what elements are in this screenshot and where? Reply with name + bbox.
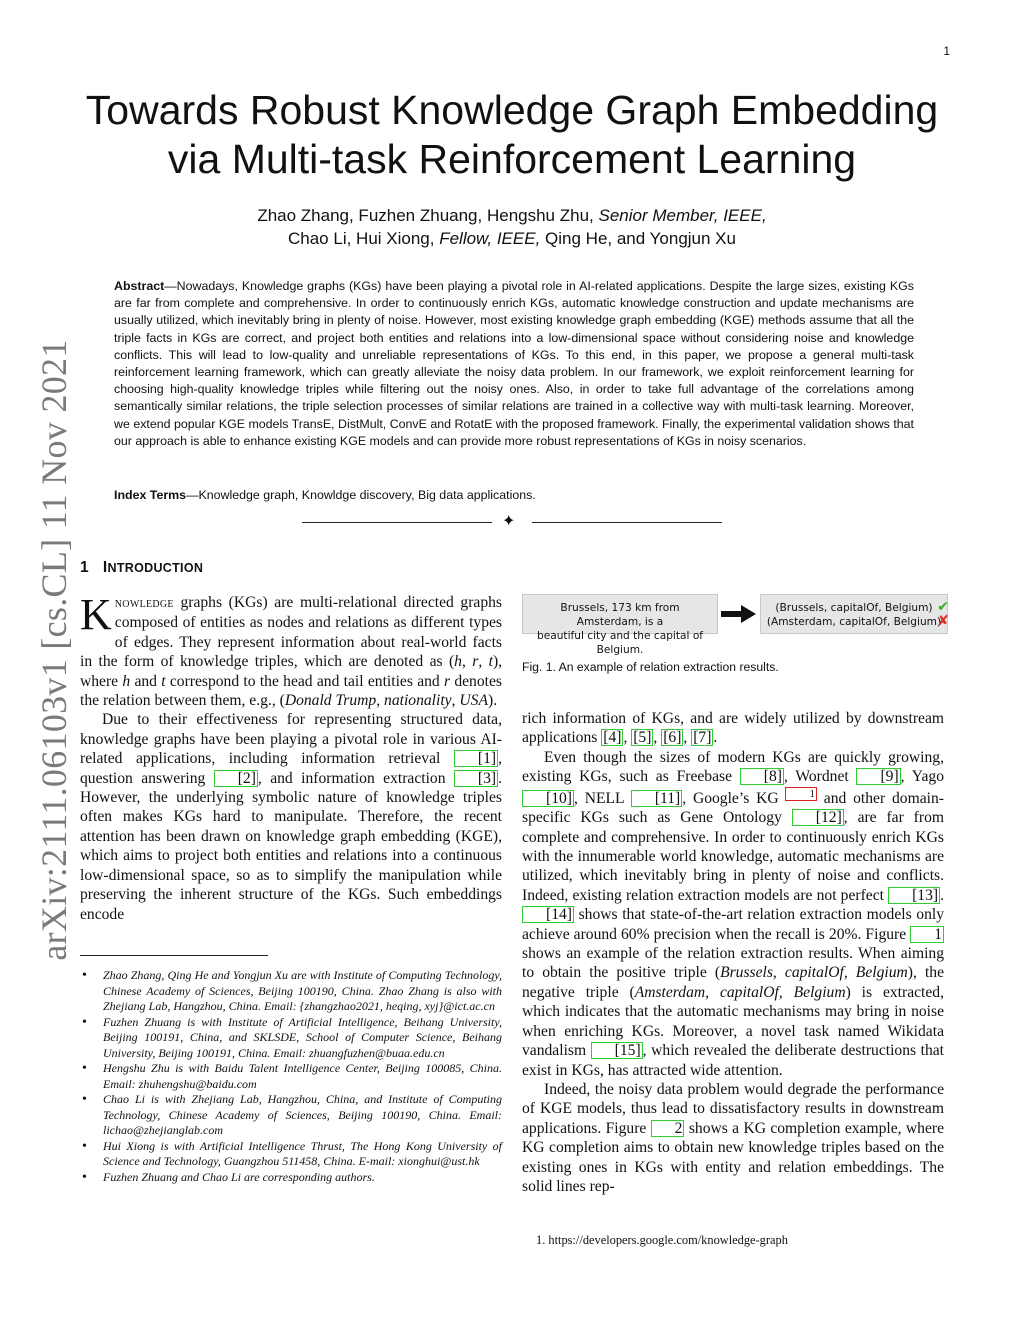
- citation-link[interactable]: [2]: [214, 770, 258, 787]
- text-run: .: [713, 729, 718, 747]
- figure-input-text-box: [522, 594, 718, 656]
- citation-link[interactable]: [4]: [603, 729, 622, 747]
- affiliation-list: [80, 968, 502, 1185]
- footnote-link[interactable]: 1: [785, 787, 817, 801]
- text-run: graphs (KGs) are multi-relational directed graphs composed of entities as nodes and relations as different types of edges. They represent information about real-world facts in the form of knowledge triples, which are denoted as (: [80, 594, 502, 671]
- index-terms: [114, 487, 914, 504]
- smallcaps-word: nowledge: [114, 596, 174, 611]
- citation-link[interactable]: [5]: [633, 729, 652, 747]
- triple-relation: capitalOf: [719, 983, 779, 1001]
- text-run: rich information of KGs, and are widely utilized by downstream applications: [522, 710, 944, 747]
- figure-link[interactable]: 1: [910, 926, 944, 943]
- text-run: ,: [683, 729, 692, 747]
- title-line-2: via Multi-task Reinforcement Learning: [167, 136, 857, 182]
- text-run: ,: [843, 964, 856, 982]
- text-run: ,: [653, 729, 662, 747]
- text-run: .: [940, 886, 944, 904]
- cross-icon: ✘: [937, 613, 949, 629]
- arxiv-stamp: arXiv:2111.06103v1 [cs.CL] 11 Nov 2021: [34, 339, 74, 961]
- text-run: , Yago: [900, 768, 944, 786]
- section-title-rest: NTRODUCTION: [107, 561, 204, 575]
- text-run: ), where: [80, 653, 503, 690]
- text-run: ,: [461, 653, 473, 671]
- paragraph: [522, 709, 944, 748]
- affiliation-item: • Fuzhen Zhuang is with Institute of Artificial Intelligence, Beihang University, Beijing 100191, China, and SKLSDE, School of Computer Science, Beihang University, Beijing 100191, China. Email: zhuangfuzhen@buaa.edu.cn: [80, 1015, 502, 1062]
- citation-link[interactable]: [10]: [522, 790, 574, 807]
- figure-input-line: beautiful city and the capital of Belgium.: [536, 630, 704, 656]
- positive-triple: (Brussels, capitalOf, Belgium): [775, 602, 933, 614]
- paper-title: [80, 86, 944, 184]
- citation-link[interactable]: [15]: [591, 1042, 643, 1059]
- figure-1: [522, 594, 949, 656]
- affiliation-item: • Chao Li is with Zhejiang Lab, Hangzhou, China, and Institute of Computing Technology, Chinese Academy of Sciences, Beijing 100190, China. Email: lichao@zhejianglab.com: [80, 1092, 502, 1139]
- figure-input-line: Brussels, 173 km from Amsterdam, is a: [560, 602, 680, 628]
- text-run: and other domain-specific KGs such as Gene Ontology: [522, 789, 944, 827]
- right-column: [522, 709, 944, 1196]
- affiliation-item: • Hui Xiong is with Artificial Intelligence Thrust, The Hong Kong University of Science and Technology, Guangzhou 511458, China. E-mail: xionghui@ust.hk: [80, 1139, 502, 1170]
- text-run: ) is extracted, which indicates that the automatic mechanisms may bring in noise when enriching KGs. Moreover, a novel task named Wikidata vandalism: [522, 983, 944, 1060]
- figure-caption: Fig. 1. An example of relation extraction results.: [522, 660, 779, 674]
- text-run: ,: [772, 964, 785, 982]
- text-run: ,: [623, 729, 632, 747]
- example-relation: nationality: [384, 692, 452, 710]
- footnote-rule: [80, 955, 268, 956]
- affiliation-item: • Hengshu Zhu is with Baidu Talent Intelligence Center, Beijing 100085, China. Email: zhuhengshu@baidu.com: [80, 1061, 502, 1092]
- text-run: , question answering: [80, 750, 502, 787]
- text-run: , NELL: [573, 789, 631, 807]
- text-run: , Wordnet: [783, 768, 857, 786]
- text-run: , which revealed the deliberate destructions that exist in KGs, has attracted wide attention.: [522, 1042, 944, 1079]
- paragraph: [522, 1080, 944, 1196]
- citation-link[interactable]: [6]: [663, 729, 682, 747]
- section-divider: [300, 513, 724, 533]
- figure-triple-row: [765, 599, 949, 615]
- footnote: 1. https://developers.google.com/knowledge-graph: [536, 1233, 788, 1247]
- citation-link[interactable]: [7]: [693, 729, 712, 747]
- text-run: Due to their effectiveness for representing structured data, knowledge graphs have been playing a pivotal role in various AI-related applications, including information retrieval: [80, 711, 502, 768]
- example-entity: USA: [459, 692, 488, 710]
- math-var: r: [443, 672, 451, 690]
- text-run: , Google’s KG: [682, 789, 786, 807]
- negative-triple: (Amsterdam, capitalOf, Belgium): [766, 616, 942, 628]
- diamond-star-icon: ✦: [502, 513, 516, 530]
- paragraph: [80, 710, 502, 923]
- figure-link[interactable]: 2: [651, 1120, 685, 1137]
- text-run: , and information extraction: [257, 769, 454, 787]
- text-run: shows an example of the relation extraction results. When aiming to obtain the positive triple (: [522, 945, 944, 982]
- left-column: [80, 590, 503, 924]
- index-terms-text: —Knowledge graph, Knowldge discovery, Big data applications.: [186, 488, 536, 502]
- triple-entity: Belgium: [793, 983, 846, 1001]
- triple-entity: Belgium: [855, 964, 908, 982]
- authors-line2b: Qing He, and Yongjun Xu: [540, 229, 736, 248]
- title-line-1: Towards Robust Knowledge Graph Embedding: [85, 87, 939, 133]
- authors-line2-title: Fellow, IEEE,: [439, 229, 541, 248]
- citation-link[interactable]: [12]: [792, 809, 844, 826]
- text-run: ,: [376, 692, 385, 710]
- authors-line1-title: Senior Member, IEEE,: [598, 206, 767, 225]
- figure-output-triples-box: [760, 594, 948, 634]
- text-run: shows a KG completion example, where KG completion aims to obtain new knowledge triples based on the existing ones in KGs with entity and relation embeddings. The solid lines rep-: [522, 1119, 944, 1195]
- citation-link[interactable]: [3]: [454, 770, 498, 787]
- text-run: Indeed, the noisy data problem would degrade the performance of KGE models, thus lead to dissatisfactory results in downstream applications. Figure: [522, 1080, 944, 1137]
- text-run: ), the negative triple (: [522, 964, 944, 1001]
- affiliation-item: • Fuzhen Zhuang and Chao Li are corresponding authors.: [80, 1170, 502, 1186]
- check-icon: ✔: [937, 599, 949, 615]
- text-run: . However, the underlying symbolic nature of knowledge triples often makes KGs hard to manipulate. Therefore, the recent attention has been drawn on knowledge graph embedding (KGE), which aims to project both entities and relations into a continuous low-dimensional space, so as to simplify the manipulation while preserving the inherent structure of the KGs. Such embeddings encode: [80, 769, 502, 923]
- citation-link[interactable]: [14]: [522, 906, 574, 923]
- text-run: ,: [778, 983, 794, 1001]
- divider-line-left: [302, 522, 492, 523]
- section-title-initial: I: [102, 559, 108, 576]
- text-run: ,: [478, 653, 489, 671]
- author-list: [80, 204, 944, 250]
- example-entity: Donald Trump: [284, 692, 377, 710]
- text-run: denotes the relation between them, e.g., (: [80, 672, 502, 710]
- math-var: h: [454, 653, 462, 671]
- authors-line2a: Chao Li, Hui Xiong,: [288, 229, 440, 248]
- paragraph: [522, 748, 944, 1080]
- section-heading: [80, 559, 203, 577]
- abstract-label: Abstract: [114, 279, 165, 293]
- divider-line-right: [532, 522, 722, 523]
- triple-entity: Amsterdam: [634, 983, 706, 1001]
- text-run: ,: [705, 983, 720, 1001]
- citation-link[interactable]: [8]: [740, 768, 784, 785]
- math-var: h: [122, 672, 131, 690]
- text-run: correspond to the head and tail entities and: [165, 672, 444, 690]
- text-run: ,: [451, 692, 460, 710]
- page-number: 1: [943, 44, 950, 58]
- triple-relation: capitalOf: [784, 964, 844, 982]
- affiliation-item: • Zhao Zhang, Qing He and Yongjun Xu are with Institute of Computing Technology, Chinese Academy of Sciences, Beijing 100190, China. Zhao Zhang is also with Zhejiang Lab, Hangzhou, China. Email: {zhangzhao2021, heqing, xyj}@ict.ac.cn: [80, 968, 502, 1015]
- text-run: , are far from complete and comprehensive. In order to continuously enrich KGs with the innumerable world knowledge, automatic mechanisms are utilized, which inevitably bring in plenty of noise and conflicts. Indeed, existing relation extraction models are not perfect: [522, 809, 944, 904]
- citation-link[interactable]: [9]: [856, 768, 900, 785]
- math-var: t: [161, 672, 166, 690]
- dropcap: K: [80, 590, 112, 639]
- text-run: shows that state-of-the-art relation extraction models only achieve around 60% precision when the recall is 20%. Figure: [522, 906, 944, 943]
- figure-triple-row: [765, 613, 949, 629]
- text-run: ).: [488, 692, 498, 710]
- citation-link[interactable]: [1]: [454, 750, 498, 767]
- text-run: Even though the sizes of modern KGs are quickly growing, existing KGs, such as Freebase: [522, 748, 944, 786]
- citation-link[interactable]: [11]: [631, 790, 682, 807]
- index-terms-label: Index Terms: [114, 488, 187, 502]
- paragraph: [80, 590, 503, 710]
- triple-entity: Brussels: [720, 964, 773, 982]
- right-arrow-icon: [721, 604, 757, 624]
- section-number: 1: [80, 559, 89, 576]
- authors-line1: Zhao Zhang, Fuzhen Zhuang, Hengshu Zhu,: [257, 206, 599, 225]
- citation-link[interactable]: [13]: [888, 887, 940, 904]
- math-var: t: [488, 653, 493, 671]
- abstract: [114, 278, 914, 450]
- math-var: r: [472, 653, 479, 671]
- text-run: and: [130, 672, 162, 690]
- abstract-text: —Nowadays, Knowledge graphs (KGs) have been playing a pivotal role in AI-related applications. Despite the large sizes, existing KGs are far from complete and comprehensive. In order to continuously enrich KGs, automatic knowledge construction and update mechanisms are usually utilized, which inevitably bring in plenty of noise. However, most existing knowledge graph embedding (KGE) methods assume that all the triple facts in KGs are correct, and project both entities and relations into a low-dimensional space without considering noise and knowledge conflicts. This will lead to low-quality and unreliable representations of KGs. To this end, in this paper, we propose a general multi-task reinforcement learning framework, which can greatly alleviate the noisy data problem. In our framework, we exploit reinforcement learning for choosing high-quality knowledge triples while filtering out the noisy ones. Also, in order to take full advantage of the correlations among semantically similar relations, the triple selection processes of similar relations are trained in a collective way with multi-task learning. Moreover, we extend popular KGE models TransE, DistMult, ConvE and RotatE with the proposed framework. Finally, the experimental validation shows that our approach is able to enhance existing KGE models and can provide more robust representations of KGs in noisy scenarios.: [114, 279, 914, 448]
